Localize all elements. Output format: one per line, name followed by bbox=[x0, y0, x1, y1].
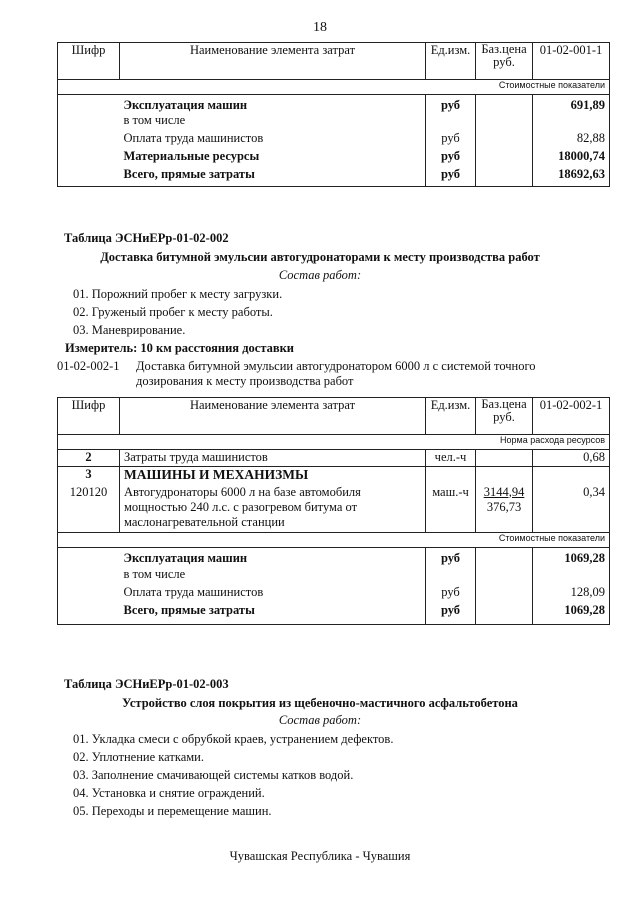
header-item: 01-02-002-1 bbox=[533, 398, 610, 435]
item-description-2: Доставка битумной эмульсии автогудронатором 6000 л с системой точного bbox=[136, 359, 536, 373]
list-item: 03. Заполнение смачивающей системы катков водой. bbox=[73, 768, 354, 782]
table-row: Оплата труда машинистов руб 82,88 bbox=[58, 131, 610, 149]
header-code: Шифр bbox=[58, 43, 120, 80]
section-cost: Стоимостные показатели bbox=[58, 533, 610, 548]
cost-table-2 bbox=[57, 397, 610, 625]
composition-label-3: Состав работ: bbox=[278, 713, 362, 727]
list-item: 01. Укладка смеси с обрубкой краев, устранением дефектов. bbox=[73, 732, 394, 746]
header-price: Баз.цена руб. bbox=[476, 398, 533, 435]
header-name: Наименование элемента затрат bbox=[120, 398, 426, 435]
header-price: Баз.цена руб. bbox=[476, 43, 533, 80]
table-row: Материальные ресурсы руб 18000,74 bbox=[58, 149, 610, 167]
header-unit: Ед.изм. bbox=[426, 43, 476, 80]
item-code-2: 01-02-002-1 bbox=[57, 359, 120, 373]
table-row: Всего, прямые затраты руб 18692,63 bbox=[58, 167, 610, 186]
section-cost: Стоимостные показатели bbox=[58, 80, 610, 95]
list-item: 02. Уплотнение катками. bbox=[73, 750, 204, 764]
section-heading-2: Доставка битумной эмульсии автогудронаторами к месту производства работ bbox=[100, 250, 540, 264]
table-row: Всего, прямые затраты руб 1069,28 bbox=[58, 603, 610, 625]
section-heading-3: Устройство слоя покрытия из щебеночно-мастичного асфальтобетона bbox=[122, 696, 518, 710]
header-name: Наименование элемента затрат bbox=[120, 43, 426, 80]
composition-label-2: Состав работ: bbox=[278, 268, 362, 282]
list-item: 02. Груженый пробег к месту работы. bbox=[73, 305, 273, 319]
item-description-2-cont: дозирования к месту производства работ bbox=[136, 374, 354, 388]
table-row: Эксплуатация машин руб 1069,28 bbox=[58, 548, 610, 567]
table-row: 3 МАШИНЫ И МЕХАНИЗМЫ bbox=[58, 467, 610, 485]
table-row: Оплата труда машинистов руб 128,09 bbox=[58, 585, 610, 603]
list-item: 04. Установка и снятие ограждений. bbox=[73, 786, 265, 800]
table-title-2: Таблица ЭСНиЕРр-01-02-002 bbox=[64, 231, 229, 245]
cost-table-1 bbox=[57, 42, 610, 187]
table-row: в том числе bbox=[58, 567, 610, 585]
table-row: 2 Затраты труда машинистов чел.-ч 0,68 bbox=[58, 450, 610, 467]
table-row: Эксплуатация машин руб 691,89 bbox=[58, 95, 610, 114]
list-item: 03. Маневрирование. bbox=[73, 323, 186, 337]
meter-label-2: Измеритель: 10 км расстояния доставки bbox=[65, 341, 295, 355]
table-title-3: Таблица ЭСНиЕРр-01-02-003 bbox=[64, 677, 229, 691]
table-row: в том числе bbox=[58, 113, 610, 131]
header-item: 01-02-001-1 bbox=[533, 43, 610, 80]
header-unit: Ед.изм. bbox=[426, 398, 476, 435]
list-item: 05. Переходы и перемещение машин. bbox=[73, 804, 272, 818]
header-code: Шифр bbox=[58, 398, 120, 435]
list-item: 01. Порожний пробег к месту загрузки. bbox=[73, 287, 283, 301]
section-norm: Норма расхода ресурсов bbox=[58, 435, 610, 450]
table-row: 120120 Автогудронаторы 6000 л на базе автомобиля мощностью 240 л.с. с разогревом битума от маслонагревательной станции маш.-ч 3144,94 376,73 0,34 bbox=[58, 485, 610, 533]
page-number: 18 bbox=[313, 20, 327, 35]
page-footer: Чувашская Республика - Чувашия bbox=[229, 849, 411, 863]
